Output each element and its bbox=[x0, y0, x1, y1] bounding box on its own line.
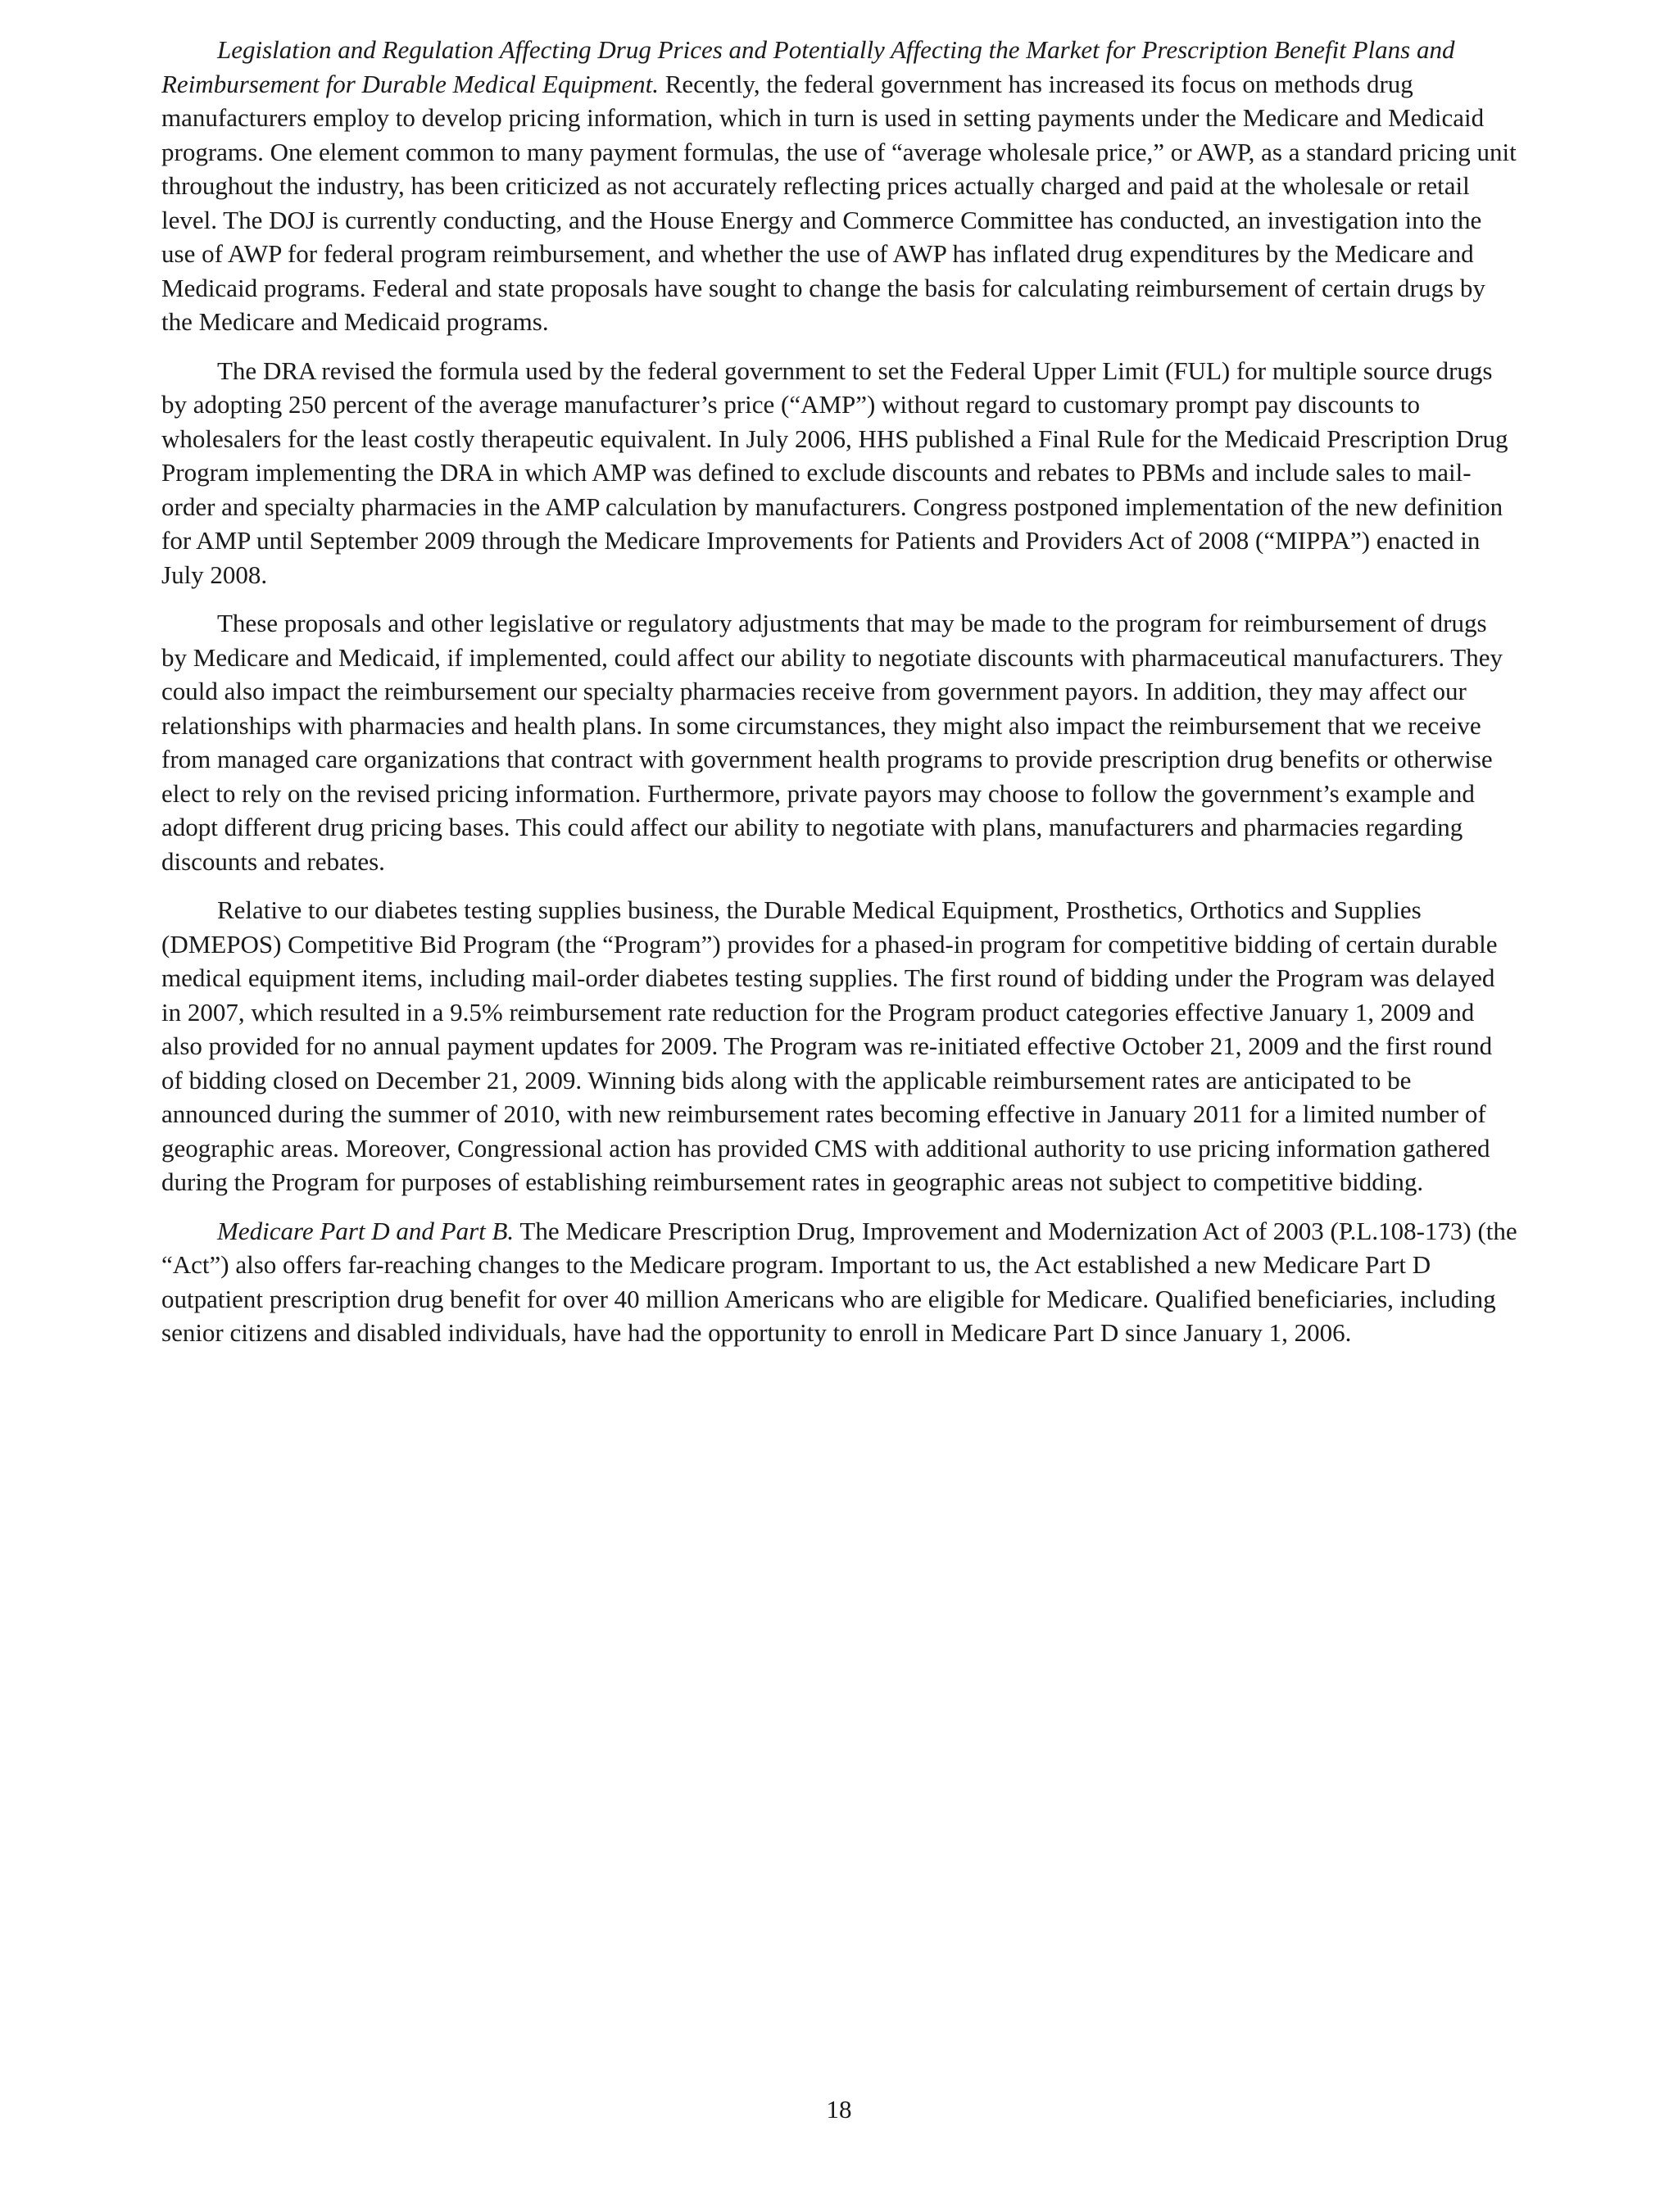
paragraph-drug-price-legislation bbox=[161, 33, 1518, 339]
paragraph-medicare-part-d bbox=[161, 1214, 1518, 1350]
paragraph-heading: Medicare Part D and Part B. bbox=[217, 1216, 515, 1245]
paragraph-dra-formula bbox=[161, 354, 1518, 592]
paragraph-text: These proposals and other legislative or regulatory adjustments that may be made to the program for reimbursement of drugs by Medicare and Medicaid, if implemented, could affect our ability to negotiate discounts with pharmaceutical manufacturers. They could also impact the reimbursement our specialty pharmacies receive from government payors. In addition, they may affect our relationships with pharmacies and health plans. In some circumstances, they might also impact the reimbursement that we receive from managed care organizations that contract with government health programs to provide prescription drug benefits or otherwise elect to rely on the revised pricing information. Furthermore, private payors may choose to follow the government’s example and adopt different drug pricing bases. This could affect our ability to negotiate with plans, manufacturers and pharmacies regarding discounts and rebates. bbox=[161, 609, 1503, 876]
page-number: 18 bbox=[826, 2095, 852, 2124]
paragraph-heading: Legislation and Regulation Affecting Drug Prices and Potentially Affecting the Market for Prescription Benefit Plans and Reimbursement for Durable Medical Equipment. bbox=[161, 35, 1455, 98]
paragraph-text: Relative to our diabetes testing supplies business, the Durable Medical Equipment, Prosthetics, Orthotics and Supplies (DMEPOS) Competitive Bid Program (the “Program”) provides for a phased-in program for competitive bidding of certain durable medical equipment items, including mail-order diabetes testing supplies. The first round of bidding under the Program was delayed in 2007, which resulted in a 9.5% reimbursement rate reduction for the Program product categories effective January 1, 2009 and also provided for no annual payment updates for 2009. The Program was re-initiated effective October 21, 2009 and the first round of bidding closed on December 21, 2009. Winning bids along with the applicable reimbursement rates are anticipated to be announced during the summer of 2010, with new reimbursement rates becoming effective in January 2011 for a limited number of geographic areas. Moreover, Congressional action has provided CMS with additional authority to use pricing information gathered during the Program for purposes of establishing reimbursement rates in geographic areas not subject to competitive bidding. bbox=[161, 895, 1498, 1196]
paragraph-text: The Medicare Prescription Drug, Improvement and Modernization Act of 2003 (P.L.108-173) (the “Act”) also offers far-reaching changes to the Medicare program. Important to us, the Act established a new Medicare Part D outpatient prescription drug benefit for over 40 million Americans who are eligible for Medicare. Qualified beneficiaries, including senior citizens and disabled individuals, have had the opportunity to enroll in Medicare Part D since January 1, 2006. bbox=[161, 1216, 1517, 1347]
paragraph-text: The DRA revised the formula used by the federal government to set the Federal Upper Limit (FUL) for multiple source drugs by adopting 250 percent of the average manufacturer’s price (“AMP”) without regard to customary prompt pay discounts to wholesalers for the least costly therapeutic equivalent. In July 2006, HHS published a Final Rule for the Medicaid Prescription Drug Program implementing the DRA in which AMP was defined to exclude discounts and rebates to PBMs and include sales to mail-order and specialty pharmacies in the AMP calculation by manufacturers. Congress postponed implementation of the new definition for AMP until September 2009 through the Medicare Improvements for Patients and Providers Act of 2008 (“MIPPA”) enacted in July 2008. bbox=[161, 356, 1508, 589]
paragraph-proposals-impact bbox=[161, 606, 1518, 878]
paragraph-dmepos-program bbox=[161, 893, 1518, 1199]
document-body bbox=[161, 33, 1518, 1365]
paragraph-text: Recently, the federal government has increased its focus on methods drug manufacturers employ to develop pricing information, which in turn is used in setting payments under the Medicare and Medicaid programs. One element common to many payment formulas, the use of “average wholesale price,” or AWP, as a standard pricing unit throughout the industry, has been criticized as not accurately reflecting prices actually charged and paid at the wholesale or retail level. The DOJ is currently conducting, and the House Energy and Commerce Committee has conducted, an investigation into the use of AWP for federal program reimbursement, and whether the use of AWP has inflated drug expenditures by the Medicare and Medicaid programs. Federal and state proposals have sought to change the basis for calculating reimbursement of certain drugs by the Medicare and Medicaid programs. bbox=[161, 69, 1517, 336]
